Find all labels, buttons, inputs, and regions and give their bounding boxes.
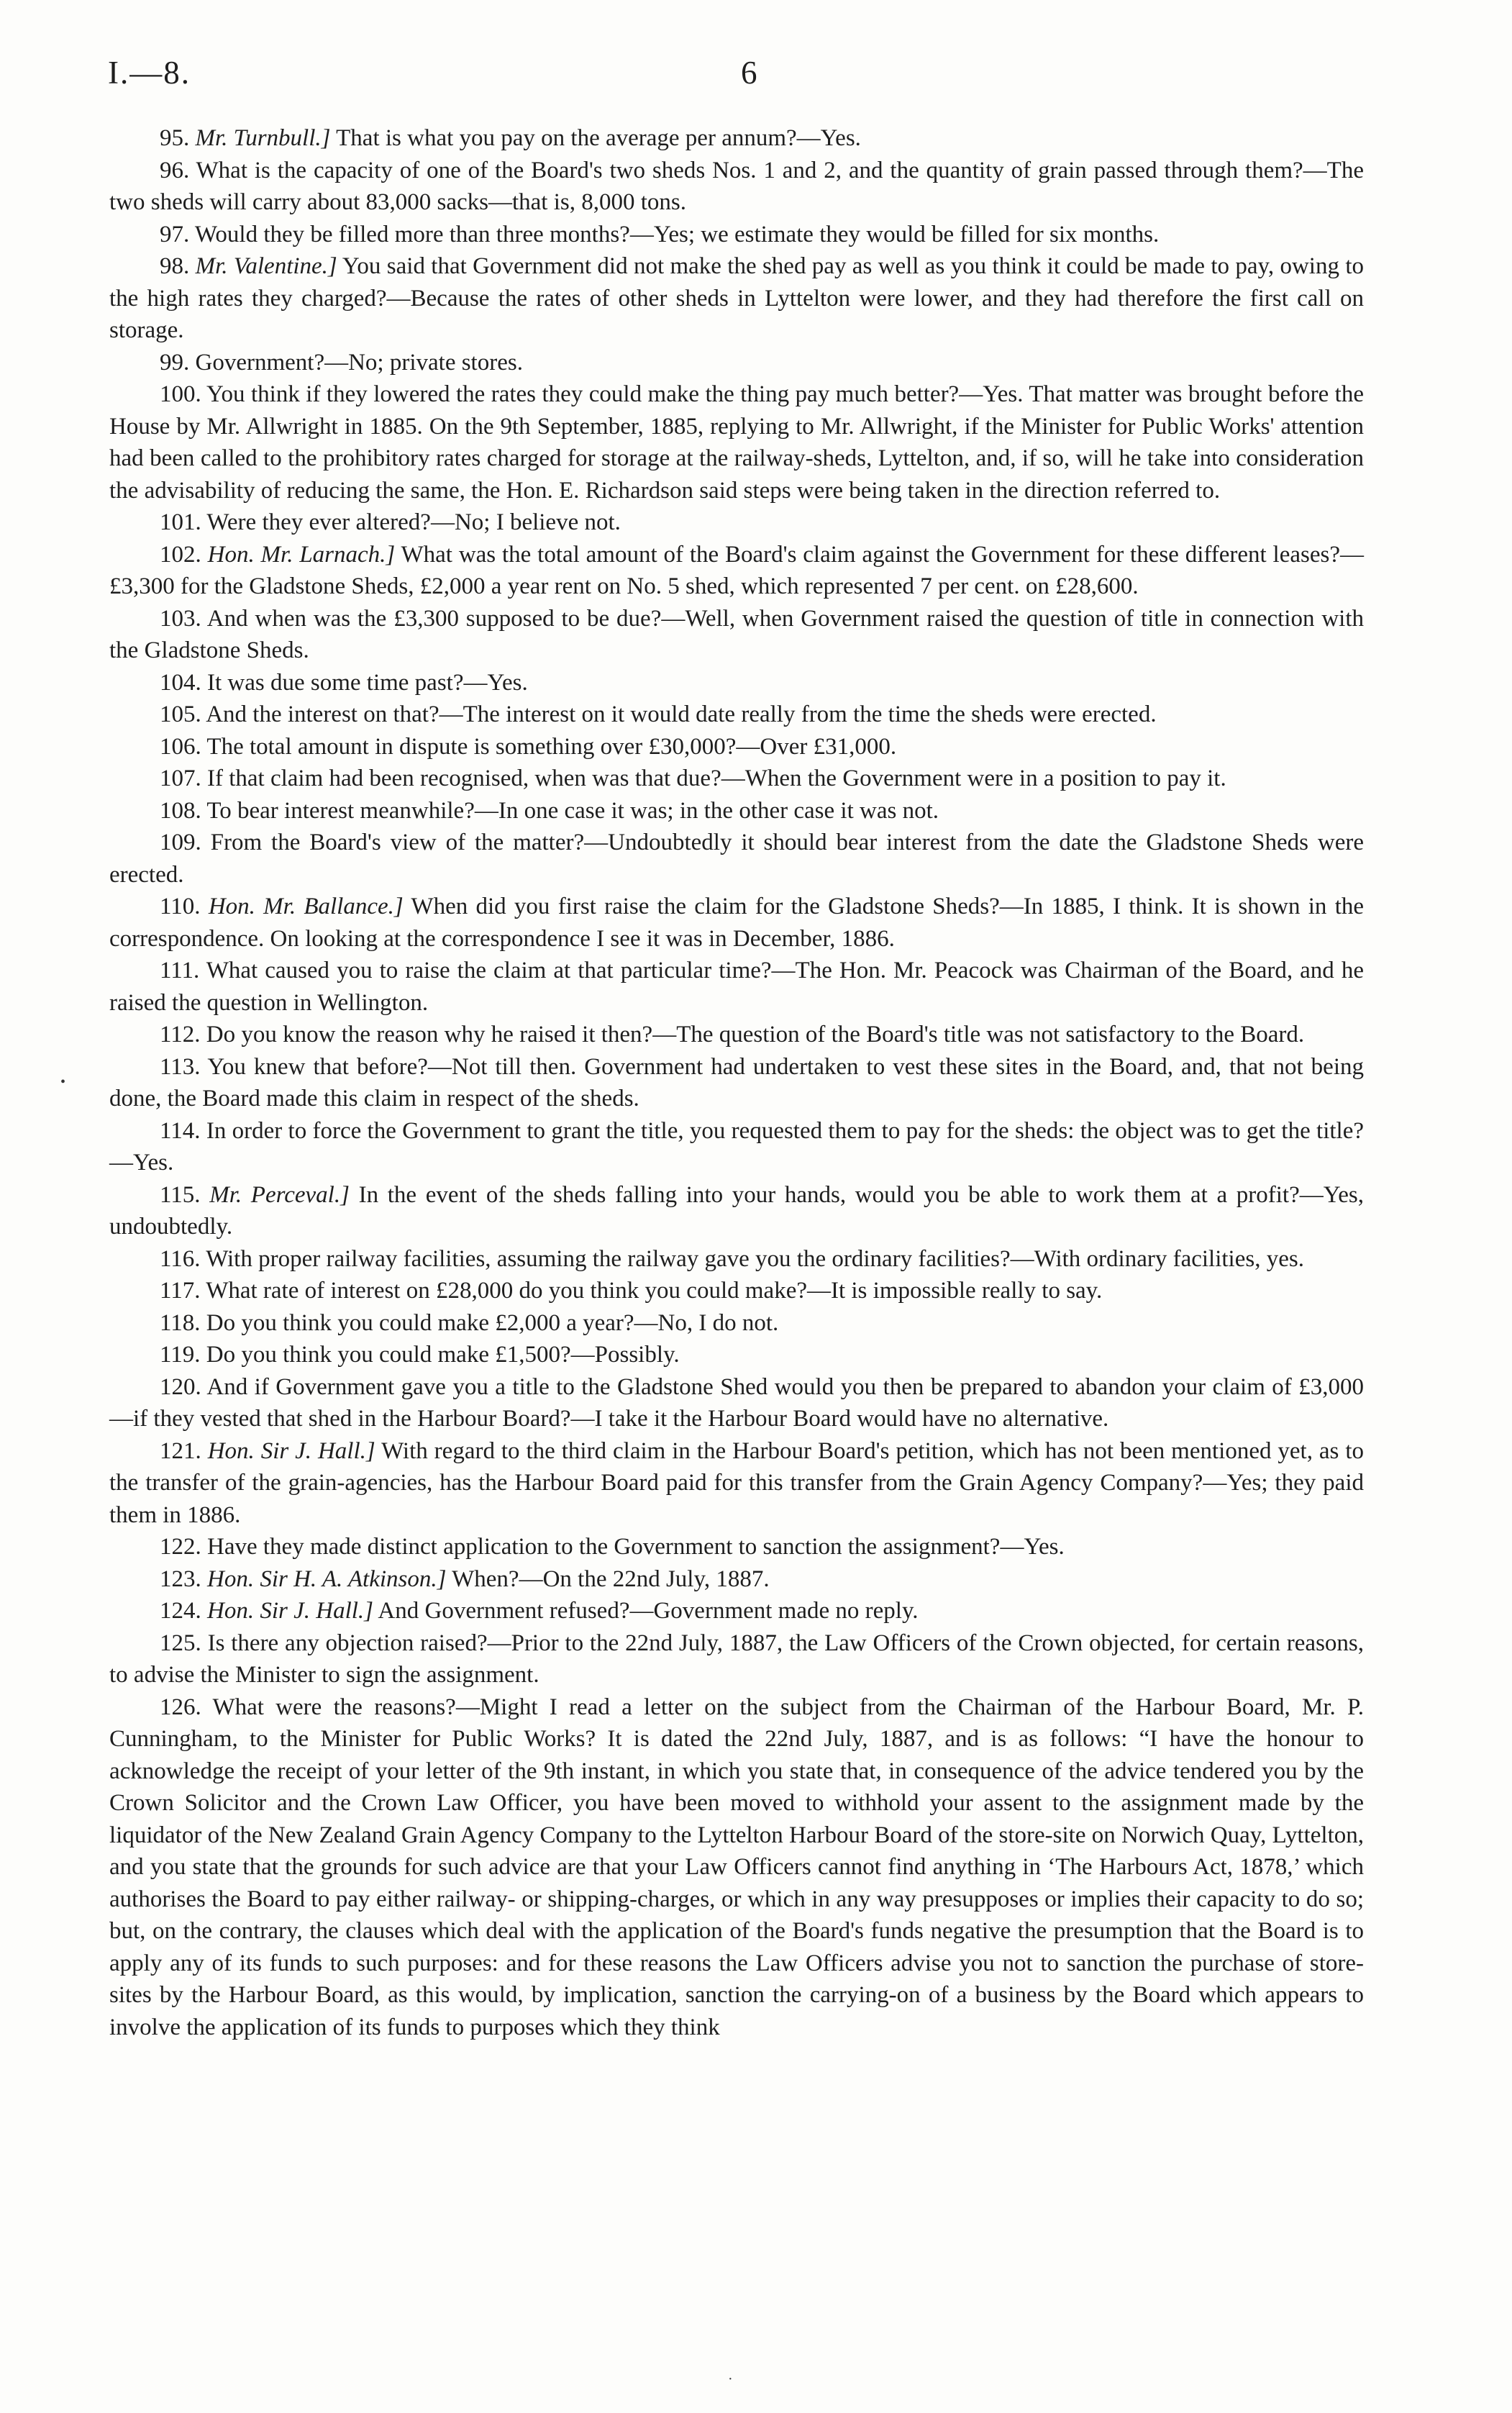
question-paragraph xyxy=(109,955,1364,1019)
question-paragraph xyxy=(109,1595,1364,1627)
evidence-text xyxy=(109,122,1364,2043)
question-and-answer-text: What is the capacity of one of the Board's two sheds Nos. 1 and 2, and the quantity of grain passed through them?—The two sheds will carry about 83,000 sacks—that is, 8,000 tons. xyxy=(109,157,1364,215)
question-number: 114. xyxy=(160,1117,201,1144)
question-paragraph xyxy=(109,506,1364,539)
question-paragraph xyxy=(109,1051,1364,1115)
question-paragraph xyxy=(109,1243,1364,1276)
question-number: 102. xyxy=(160,541,201,568)
question-number: 123. xyxy=(160,1566,201,1592)
question-and-answer-text: What caused you to raise the claim at that particular time?—The Hon. Mr. Peacock was Chairman of the Board, and he raised the question in Wellington. xyxy=(109,958,1364,1016)
question-paragraph xyxy=(109,1339,1364,1371)
question-number: 106. xyxy=(160,733,201,760)
question-paragraph xyxy=(109,1275,1364,1307)
question-and-answer-text: Do you think you could make £2,000 a year?—No, I do not. xyxy=(206,1309,779,1336)
question-paragraph xyxy=(109,1691,1364,2044)
question-number: 95. xyxy=(160,125,190,151)
question-and-answer-text: In order to force the Government to grant the title, you requested them to pay for the sheds: the object was to get the title?—Yes. xyxy=(109,1117,1364,1176)
question-and-answer-text: Do you think you could make £1,500?—Possibly. xyxy=(206,1342,680,1368)
question-and-answer-text: The total amount in dispute is something over £30,000?—Over £31,000. xyxy=(206,733,897,760)
question-and-answer-text: With proper railway facilities, assuming the railway gave you the ordinary facilities?—With ordinary facilities, yes. xyxy=(206,1245,1304,1272)
question-and-answer-text: And if Government gave you a title to the Gladstone Shed would you then be prepared to abandon your claim of £3,000—if they vested that shed in the Harbour Board?—I take it the Harbour Board would have no alternative. xyxy=(109,1373,1364,1432)
question-and-answer-text: In the event of the sheds falling into your hands, would you be able to work them at a profit?—Yes, undoubtedly. xyxy=(109,1181,1365,1240)
question-and-answer-text: Is there any objection raised?—Prior to the 22nd July, 1887, the Law Officers of the Crown objected, for certain reasons, to advise the Minister to sign the assignment. xyxy=(109,1630,1365,1688)
question-number: 116. xyxy=(160,1245,201,1272)
question-paragraph xyxy=(109,1307,1364,1340)
document-reference: I.—8. xyxy=(108,55,191,91)
question-number: 125. xyxy=(160,1630,201,1656)
question-paragraph xyxy=(109,155,1364,219)
speaker-name: Hon. Mr. Larnach.] xyxy=(207,541,396,568)
question-paragraph xyxy=(109,1179,1364,1243)
question-paragraph xyxy=(109,250,1364,347)
question-paragraph xyxy=(109,603,1364,667)
question-and-answer-text: Government?—No; private stores. xyxy=(195,349,523,376)
question-paragraph xyxy=(109,763,1364,795)
question-paragraph xyxy=(109,1627,1364,1691)
question-number: 107. xyxy=(160,765,201,791)
page-number: 6 xyxy=(741,55,757,91)
speaker-name: Hon. Sir J. Hall.] xyxy=(207,1437,375,1464)
question-number: 100. xyxy=(160,381,201,407)
question-and-answer-text: What was the total amount of the Board's claim against the Government for these different leases?—£3,300 for the Gladstone Sheds, £2,000 a year rent on No. 5 shed, which represented 7 per cent. on £28,600. xyxy=(109,541,1364,599)
question-number: 112. xyxy=(160,1022,201,1048)
running-header xyxy=(108,47,1431,98)
question-number: 113. xyxy=(160,1053,201,1080)
question-paragraph xyxy=(109,1531,1364,1563)
question-and-answer-text: Were they ever altered?—No; I believe not. xyxy=(206,509,621,535)
question-paragraph xyxy=(109,1019,1364,1051)
question-and-answer-text: Have they made distinct application to the Government to sanction the assignment?—Yes. xyxy=(207,1534,1065,1560)
question-paragraph xyxy=(109,1115,1364,1179)
question-number: 115. xyxy=(160,1181,201,1208)
question-number: 117. xyxy=(160,1278,201,1304)
question-paragraph xyxy=(109,378,1364,506)
question-number: 121. xyxy=(160,1437,201,1464)
question-number: 118. xyxy=(160,1309,201,1336)
speaker-name: Mr. Perceval.] xyxy=(209,1181,350,1208)
question-number: 120. xyxy=(160,1373,201,1400)
question-number: 110. xyxy=(160,894,201,919)
question-and-answer-text: You said that Government did not make the shed pay as well as you think it could be made to pay, owing to the high rates they charged?—Because the rates of other sheds in Lyttelton were lower, and they had therefore the first call on storage. xyxy=(109,253,1364,343)
question-number: 105. xyxy=(160,701,201,727)
question-paragraph xyxy=(109,539,1364,603)
margin-dot: • xyxy=(60,1074,66,1090)
question-and-answer-text: And when was the £3,300 supposed to be due?—Well, when Government raised the question of title in connection with the Gladstone Sheds. xyxy=(109,605,1364,663)
speaker-name: Hon. Sir H. A. Atkinson.] xyxy=(207,1566,447,1592)
question-and-answer-text: Would they be filled more than three months?—Yes; we estimate they would be filled for six months. xyxy=(194,221,1160,247)
question-number: 111. xyxy=(160,958,200,983)
question-paragraph xyxy=(109,731,1364,763)
question-paragraph xyxy=(109,699,1364,731)
question-number: 126. xyxy=(160,1694,201,1720)
question-paragraph xyxy=(109,827,1364,891)
question-number: 101. xyxy=(160,509,201,535)
question-and-answer-text: To bear interest meanwhile?—In one case it was; in the other case it was not. xyxy=(206,797,939,824)
question-paragraph xyxy=(109,1435,1364,1532)
question-number: 109. xyxy=(160,830,201,855)
question-and-answer-text: If that claim had been recognised, when was that due?—When the Government were in a position to pay it. xyxy=(207,765,1226,791)
question-number: 124. xyxy=(160,1598,201,1624)
question-and-answer-text: You think if they lowered the rates they could make the thing pay much better?—Yes. That matter was brought before the House by Mr. Allwright in 1885. On the 9th September, 1885, replying to Mr. Allwright, if the Minister for Public Works' attention had been called to the prohibitory rates charged for storage at the railway-sheds, Lyttelton, and, if so, will he take into consideration the advisability of reducing the same, the Hon. E. Richardson said steps were being taken in the direction referred to. xyxy=(109,381,1364,504)
question-paragraph xyxy=(109,347,1364,379)
question-number: 96. xyxy=(160,157,190,183)
question-and-answer-text: From the Board's view of the matter?—Undoubtedly it should bear interest from the date the Gladstone Sheds were erected. xyxy=(109,830,1364,888)
question-number: 108. xyxy=(160,797,201,824)
question-and-answer-text: You knew that before?—Not till then. Government had undertaken to vest these sites in the Board, and, that not being done, the Board made this claim in respect of the sheds. xyxy=(109,1053,1364,1112)
question-and-answer-text: When?—On the 22nd July, 1887. xyxy=(446,1566,770,1592)
bottom-dot: · xyxy=(728,2371,733,2387)
question-number: 119. xyxy=(160,1342,201,1368)
question-number: 104. xyxy=(160,669,201,696)
speaker-name: Mr. Turnbull.] xyxy=(195,125,331,151)
question-paragraph xyxy=(109,219,1364,251)
question-and-answer-text: When did you first raise the claim for the Gladstone Sheds?—In 1885, I think. It is shown in the correspondence. On looking at the correspondence I see it was in December, 1886. xyxy=(109,894,1365,952)
question-paragraph xyxy=(109,667,1364,699)
question-number: 99. xyxy=(160,349,190,376)
question-number: 103. xyxy=(160,605,201,632)
question-paragraph xyxy=(109,1563,1364,1596)
question-paragraph xyxy=(109,891,1364,955)
question-paragraph xyxy=(109,795,1364,827)
question-and-answer-text: And Government refused?—Government made no reply. xyxy=(373,1598,919,1624)
speaker-name: Mr. Valentine.] xyxy=(195,253,337,279)
speaker-name: Hon. Mr. Ballance.] xyxy=(208,894,404,919)
question-and-answer-text: It was due some time past?—Yes. xyxy=(207,669,528,696)
question-paragraph xyxy=(109,1371,1364,1435)
question-paragraph xyxy=(109,122,1364,155)
question-number: 97. xyxy=(160,221,190,247)
question-and-answer-text: What were the reasons?—Might I read a letter on the subject from the Chairman of the Harbour Board, Mr. P. Cunningham, to the Minister for Public Works? It is dated the 22nd July, 1887, and is as follows: “I have the honour to acknowledge the receipt of your letter of the 9th instant, in which you state that, in consequence of the advice tendered you by the Crown Solicitor and the Crown Law Officer, you have been moved to withhold your assent to the assignment made by the liquidator of the New Zealand Grain Agency Company to the Lyttelton Harbour Board of the store-site on Norwich Quay, Lyttelton, and you state that the grounds for such advice are that your Law Officers cannot find anything in ‘The Harbours Act, 1878,’ which authorises the Board to pay either railway- or shipping-charges, or which in any way presupposes or implies their capacity to do so; but, on the contrary, the clauses which deal with the application of the Board's funds negative the presumption that the Board is to apply any of its funds to such purposes: and for these reasons the Law Officers advise you not to sanction the purchase of store-sites by the Harbour Board, as this would, by implication, sanction the carrying-on of a business by the Board which appears to involve the application of its funds to purposes which they think xyxy=(109,1694,1364,2040)
question-and-answer-text: That is what you pay on the average per annum?—Yes. xyxy=(330,125,861,151)
question-number: 98. xyxy=(160,253,190,279)
question-and-answer-text: And the interest on that?—The interest on it would date really from the time the sheds were erected. xyxy=(206,701,1157,727)
question-and-answer-text: What rate of interest on £28,000 do you think you could make?—It is impossible really to say. xyxy=(206,1278,1103,1304)
speaker-name: Hon. Sir J. Hall.] xyxy=(207,1598,373,1624)
question-and-answer-text: Do you know the reason why he raised it then?—The question of the Board's title was not satisfactory to the Board. xyxy=(206,1022,1305,1048)
question-number: 122. xyxy=(160,1534,201,1560)
question-and-answer-text: With regard to the third claim in the Harbour Board's petition, which has not been mentioned yet, as to the transfer of the grain-agencies, has the Harbour Board paid for this transfer from the Grain Agency Company?—Yes; they paid them in 1886. xyxy=(109,1437,1365,1528)
